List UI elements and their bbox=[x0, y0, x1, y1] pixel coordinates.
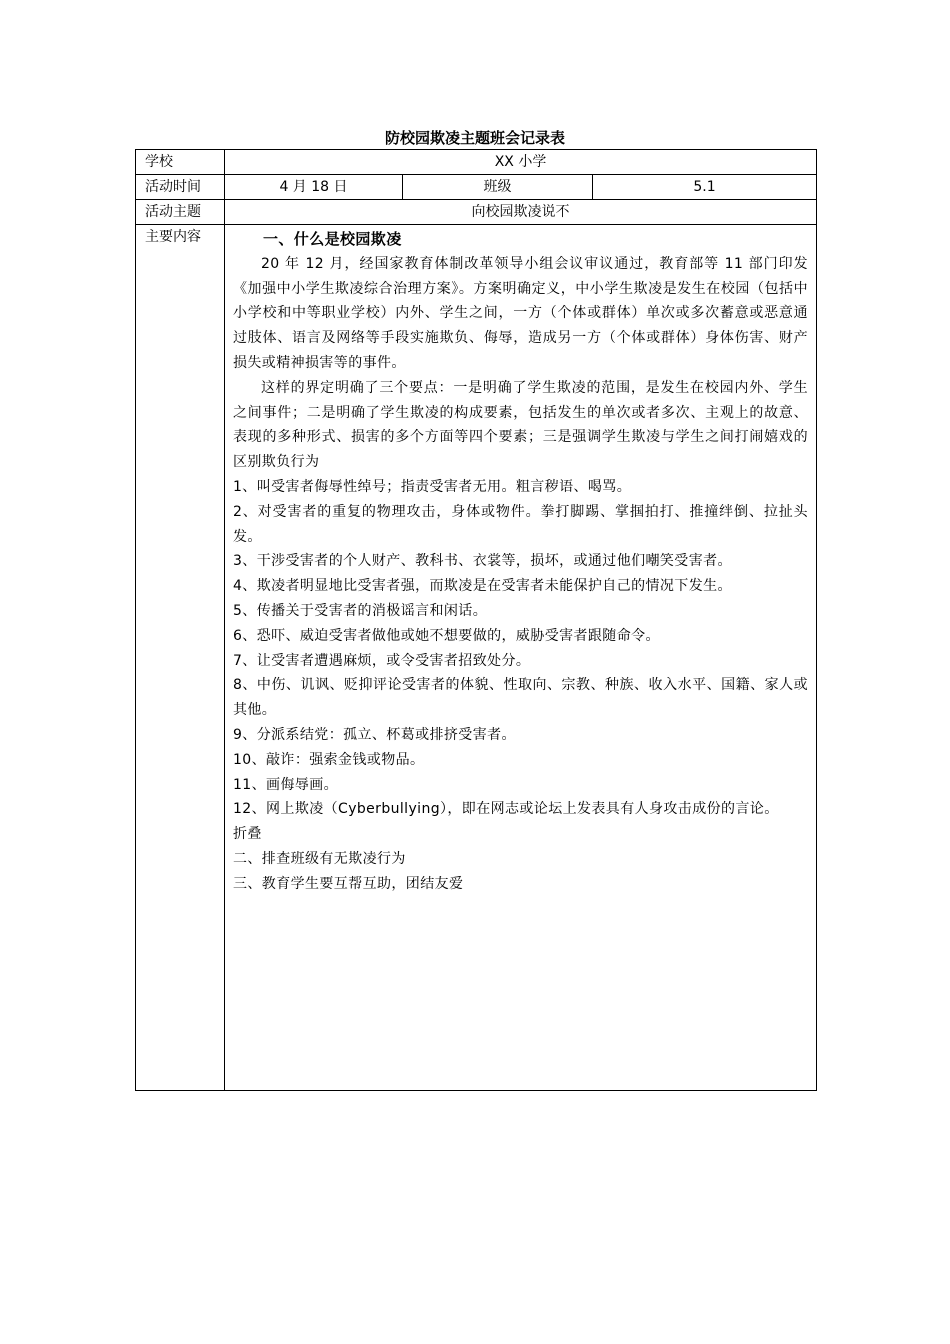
activity-time-label: 活动时间 bbox=[136, 175, 225, 200]
section-heading-2: 二、排查班级有无欺凌行为 bbox=[233, 850, 406, 867]
definition-paragraph: 20 年 12 月，经国家教育体制改革领导小组会议审议通过，教育部等 11 部门印发《加强中小学生欺凌综合治理方案》。方案明确定义，中小学生欺凌是发生在校园（包括中小学校和中等职业学校）内外、学生之间，一方（个体或群体）单次或多次蓄意或恶意通过肢体、语言及网络等手段实施欺负、侮辱，造成另一方（个体或群体）身体伤害、财产损失或精神损害等的事件。 bbox=[233, 255, 809, 371]
content-row bbox=[136, 225, 817, 1091]
activity-time-value: 4 月 18 日 bbox=[225, 175, 403, 200]
main-content-label: 主要内容 bbox=[136, 225, 225, 1091]
class-value: 5.1 bbox=[593, 175, 817, 200]
list-item: 10、敲诈：强索金钱或物品。 bbox=[233, 751, 425, 768]
list-item: 8、中伤、讥讽、贬抑评论受害者的体貌、性取向、宗教、种族、收入水平、国籍、家人或其他。 bbox=[233, 677, 809, 719]
activity-theme-value: 向校园欺凌说不 bbox=[225, 200, 817, 225]
record-table bbox=[135, 149, 817, 1091]
list-item: 6、恐吓、威迫受害者做他或她不想要做的，威胁受害者跟随命令。 bbox=[233, 627, 660, 644]
list-item: 1、叫受害者侮辱性绰号；指责受害者无用。粗言秽语、喝骂。 bbox=[233, 478, 632, 495]
list-item: 3、干涉受害者的个人财产、教科书、衣裳等，损坏，或通过他们嘲笑受害者。 bbox=[233, 553, 732, 570]
activity-theme-label: 活动主题 bbox=[136, 200, 225, 225]
school-row bbox=[136, 150, 817, 175]
list-item: 2、对受害者的重复的物理攻击，身体或物件。拳打脚踢、掌掴拍打、推撞绊倒、拉扯头发。 bbox=[233, 503, 809, 545]
school-label: 学校 bbox=[136, 150, 225, 175]
class-label: 班级 bbox=[403, 175, 593, 200]
list-item: 4、欺凌者明显地比受害者强，而欺凌是在受害者未能保护自己的情况下发生。 bbox=[233, 578, 732, 595]
list-item: 5、传播关于受害者的消极谣言和闲话。 bbox=[233, 602, 488, 619]
fold-text: 折叠 bbox=[233, 826, 262, 843]
document-title: 防校园欺凌主题班会记录表 bbox=[384, 129, 565, 147]
time-row bbox=[136, 175, 817, 200]
section-heading-1: 一、什么是校园欺凌 bbox=[263, 230, 402, 248]
list-item: 7、让受害者遭遇麻烦，或令受害者招致处分。 bbox=[233, 652, 531, 669]
theme-row bbox=[136, 200, 817, 225]
list-item: 11、画侮辱画。 bbox=[233, 776, 339, 793]
school-value: XX 小学 bbox=[225, 150, 817, 175]
key-points-paragraph: 这样的界定明确了三个要点：一是明确了学生欺凌的范围，是发生在校园内外、学生之间事件；二是明确了学生欺凌的构成要素，包括发生的单次或者多次、主观上的故意、表现的多种形式、损害的多个方面等四个要素；三是强调学生欺凌与学生之间打闹嬉戏的区别欺负行为 bbox=[233, 379, 809, 471]
list-item: 12、网上欺凌（Cyberbullying），即在网志或论坛上发表具有人身攻击成份的言论。 bbox=[233, 801, 779, 818]
section-heading-3: 三、教育学生要互帮互助，团结友爱 bbox=[233, 875, 464, 892]
list-item: 9、分派系结党：孤立、杯葛或排挤受害者。 bbox=[233, 726, 516, 743]
main-content-cell bbox=[225, 225, 817, 1091]
